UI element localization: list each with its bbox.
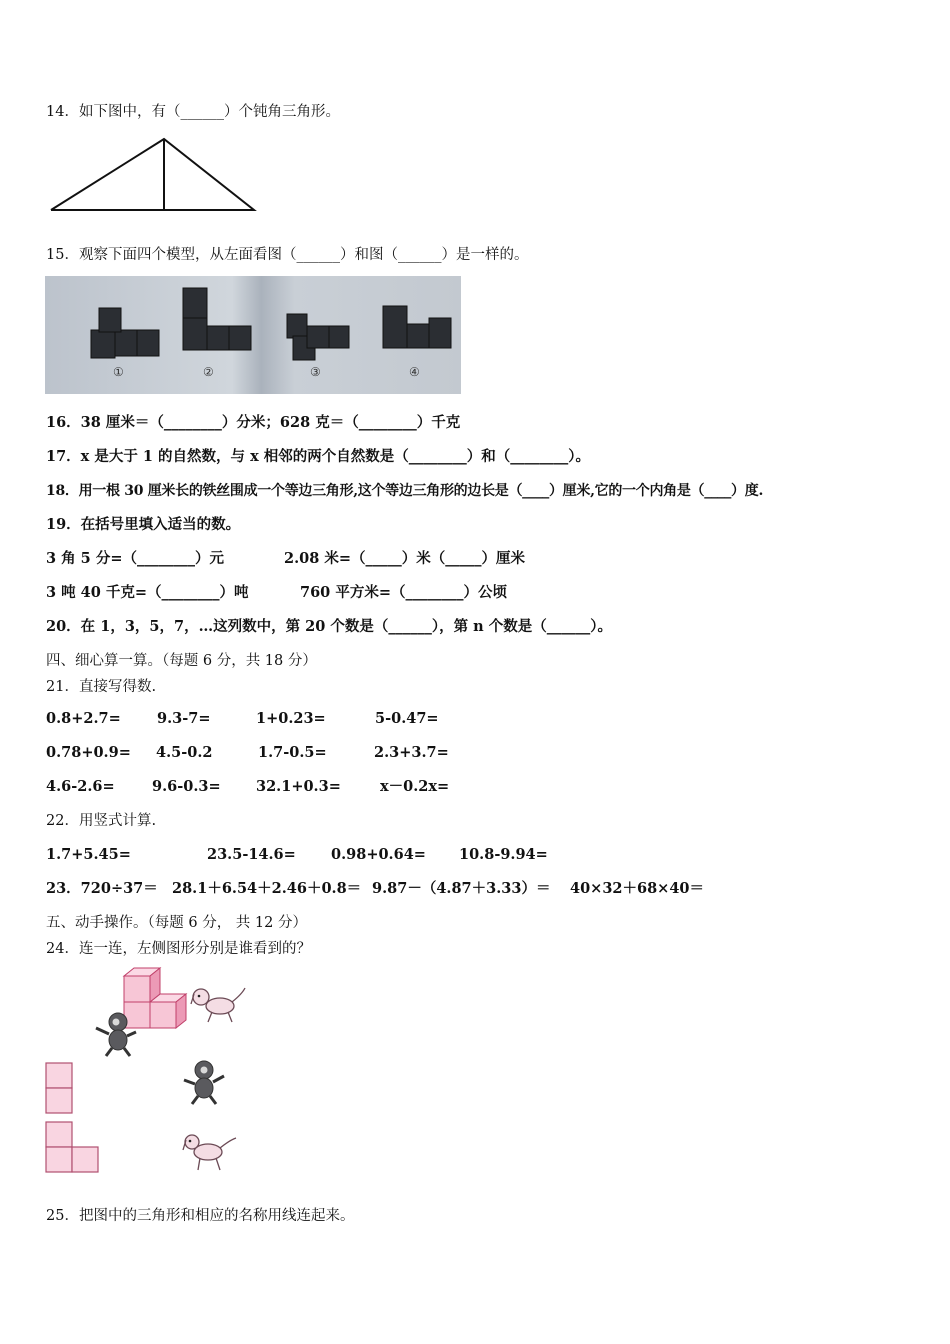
question-22: 22．用竖式计算. xyxy=(46,813,157,829)
q23-item: 9.87－（4.87＋3.33）＝ xyxy=(372,880,551,897)
l-shape-three-square xyxy=(45,1121,101,1175)
q23-item: 40×32＋68×40＝ xyxy=(570,880,705,897)
monkey-figure-2 xyxy=(180,1058,228,1106)
obtuse-triangle-figure xyxy=(46,137,266,217)
q22-item: 0.98+0.64= xyxy=(331,846,426,863)
section-4-heading: 四、细心算一算。（每题 6 分，共 18 分） xyxy=(46,653,317,669)
dog-figure-2 xyxy=(180,1130,240,1174)
q21-item: 4.5-0.2 xyxy=(156,744,213,761)
q21-item: 1+0.23= xyxy=(256,710,326,727)
q19-item: 3 吨 40 千克=（________）吨 xyxy=(46,584,249,601)
q21-item: 5-0.47= xyxy=(375,710,439,727)
q21-item: 9.3-7= xyxy=(157,710,211,727)
q21-item: 0.78+0.9= xyxy=(46,744,131,761)
question-25: 25．把图中的三角形和相应的名称用线连起来。 xyxy=(46,1208,355,1224)
q21-item: 1.7-0.5= xyxy=(258,744,327,761)
q22-item: 23.5-14.6= xyxy=(207,846,296,863)
question-17: 17．x 是大于 1 的自然数，与 x 相邻的两个自然数是（________）和（________）。 xyxy=(46,448,591,465)
question-15: 15．观察下面四个模型，从左面看图（______）和图（______）是一样的。 xyxy=(46,247,529,263)
model-label-1: ① xyxy=(113,365,124,379)
q23-item: 28.1＋6.54＋2.46＋0.8＝ xyxy=(172,880,362,897)
q21-item: x－0.2x= xyxy=(380,778,450,795)
monkey-figure xyxy=(92,1010,140,1058)
model-label-3: ③ xyxy=(310,365,321,379)
q22-item: 1.7+5.45= xyxy=(46,846,131,863)
section-5-heading: 五、动手操作。（每题 6 分， 共 12 分） xyxy=(46,915,307,931)
question-14: 14．如下图中，有（______）个钝角三角形。 xyxy=(46,104,340,120)
q19-item: 760 平方米=（________）公顷 xyxy=(300,584,507,601)
q21-item: 2.3+3.7= xyxy=(374,744,449,761)
question-16: 16．38 厘米＝（________）分米；628 克＝（________）千克 xyxy=(46,414,461,431)
q19-item: 3 角 5 分=（________）元 xyxy=(46,550,224,567)
q21-item: 4.6-2.6= xyxy=(46,778,115,795)
question-24: 24．连一连，左侧图形分别是谁看到的？ xyxy=(46,941,311,957)
q21-item: 0.8+2.7= xyxy=(46,710,121,727)
question-18: 18．用一根 30 厘米长的铁丝围成一个等边三角形,这个等边三角形的边长是（____）厘米,它的一个内角是（____）度. xyxy=(46,483,764,499)
q21-item: 9.6-0.3= xyxy=(152,778,221,795)
q23-item: 23．720÷37＝ xyxy=(46,880,158,897)
question-21: 21．直接写得数. xyxy=(46,679,157,695)
q19-item: 2.08 米=（_____）米（_____）厘米 xyxy=(284,550,526,567)
model-label-2: ② xyxy=(203,365,214,379)
question-19: 19．在括号里填入适当的数。 xyxy=(46,516,241,533)
dog-figure xyxy=(188,982,248,1026)
q21-item: 32.1+0.3= xyxy=(256,778,341,795)
model-label-4: ④ xyxy=(409,365,420,379)
cube-models-photo xyxy=(45,276,461,394)
vertical-two-square-shape xyxy=(45,1062,75,1116)
q22-item: 10.8-9.94= xyxy=(459,846,548,863)
question-20: 20．在 1，3，5，7，…这列数中，第 20 个数是（______），第 n 个数是（______）。 xyxy=(46,618,612,635)
